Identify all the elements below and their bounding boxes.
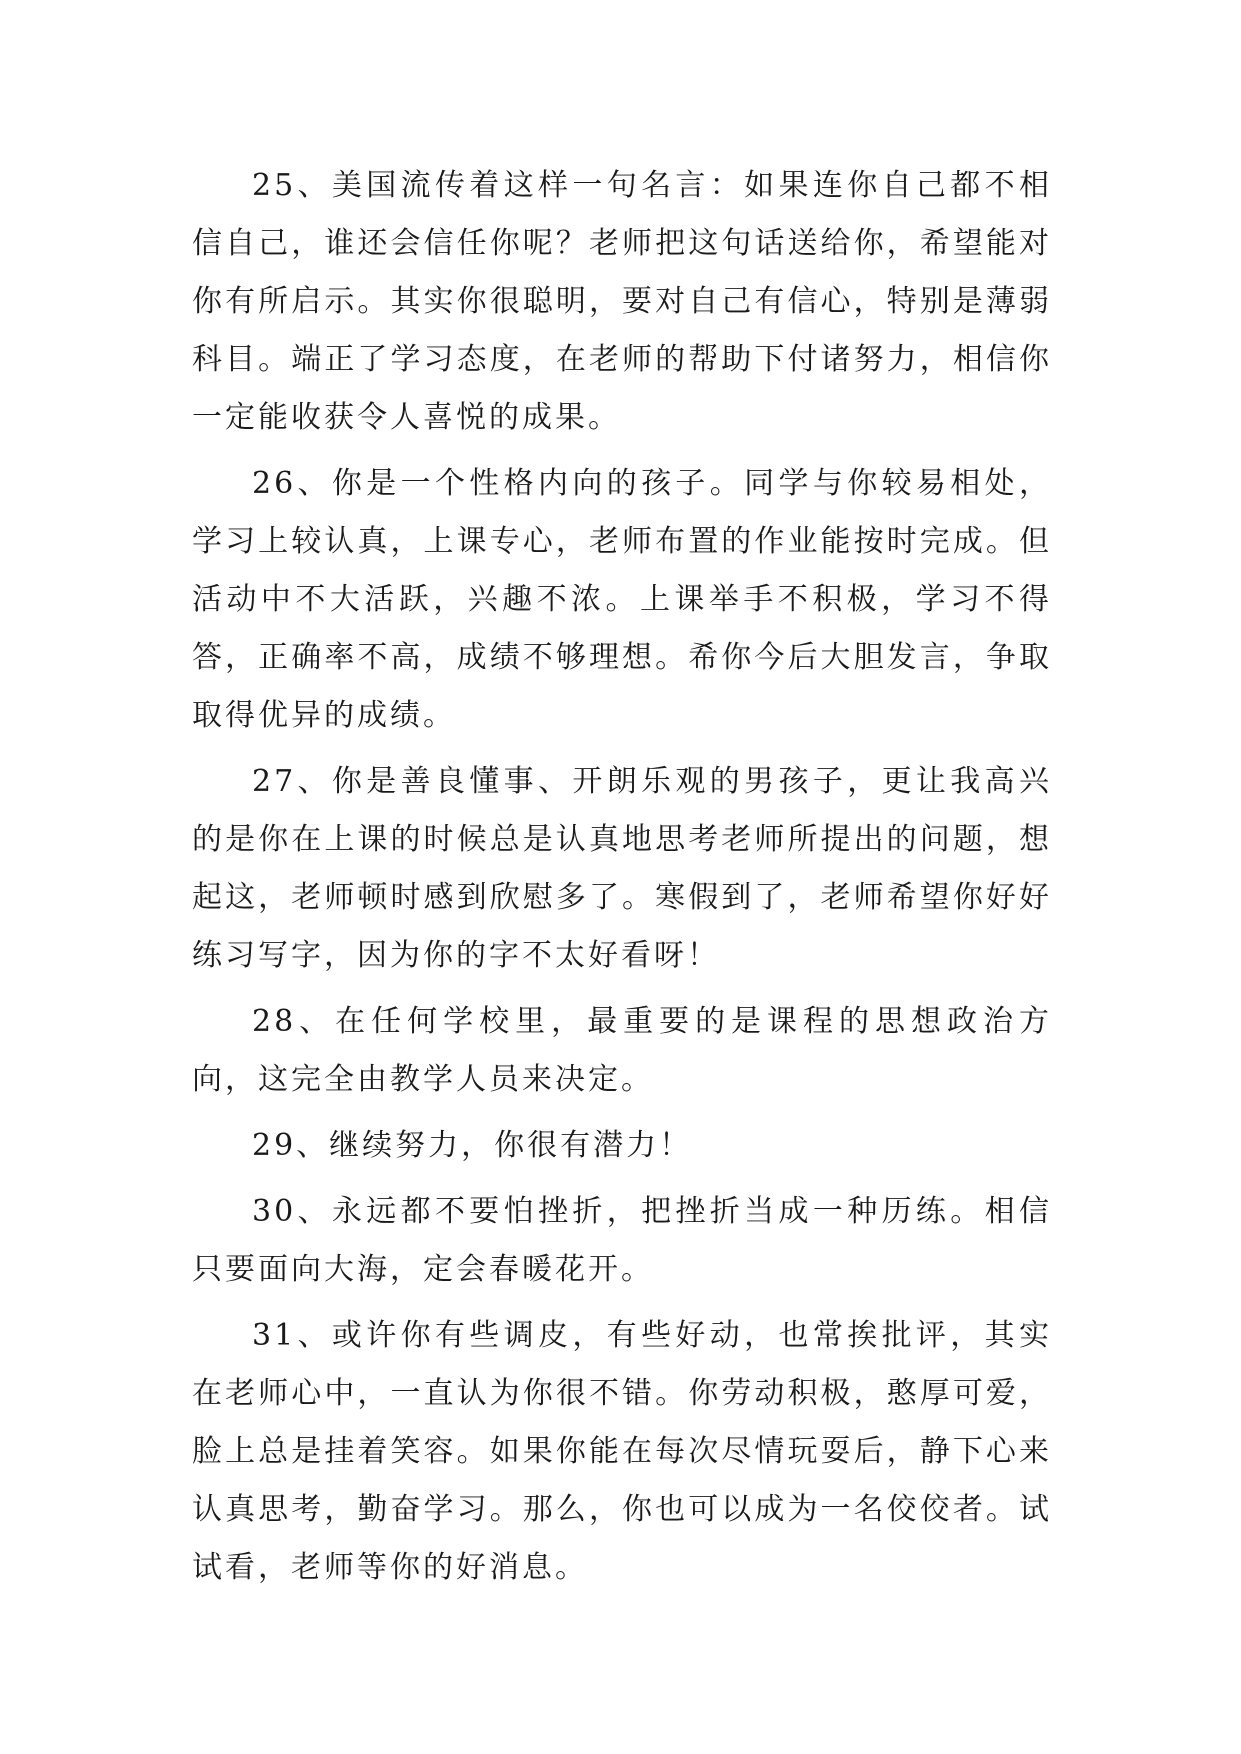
paragraph-27: 27、你是善良懂事、开朗乐观的男孩子，更让我高兴的是你在上课的时候总是认真地思考老师所提出的问题，想起这，老师顿时感到欣慰多了。寒假到了，老师希望你好好练习写字，因为你的字不太好看呀！ [192,764,1052,973]
paragraph-29: 29、继续努力，你很有潜力！ [252,1128,693,1163]
paragraph-25: 25、美国流传着这样一句名言：如果连你自己都不相信自己，谁还会信任你呢？老师把这句话送给你，希望能对你有所启示。其实你很聪明，要对自己有信心，特别是薄弱科目。端正了学习态度，在老师的帮助下付诸努力，相信你一定能收获令人喜悦的成果。 [192,168,1052,435]
paragraph-31: 31、或许你有些调皮，有些好动，也常挨批评，其实在老师心中，一直认为你很不错。你劳动积极，憨厚可爱，脸上总是挂着笑容。如果你能在每次尽情玩耍后，静下心来认真思考，勤奋学习。那么，你也可以成为一名佼佼者。试试看，老师等你的好消息。 [192,1318,1052,1585]
paragraph-28: 28、在任何学校里，最重要的是课程的思想政治方向，这完全由教学人员来决定。 [192,1004,1052,1097]
document-body [192,157,1052,1605]
paragraph-26: 26、你是一个性格内向的孩子。同学与你较易相处，学习上较认真，上课专心，老师布置的作业能按时完成。但活动中不大活跃，兴趣不浓。上课举手不积极，学习不得答，正确率不高，成绩不够理想。希你今后大胆发言，争取取得优异的成绩。 [192,466,1052,733]
paragraph-30: 30、永远都不要怕挫折，把挫折当成一种历练。相信只要面向大海，定会春暖花开。 [192,1194,1052,1287]
